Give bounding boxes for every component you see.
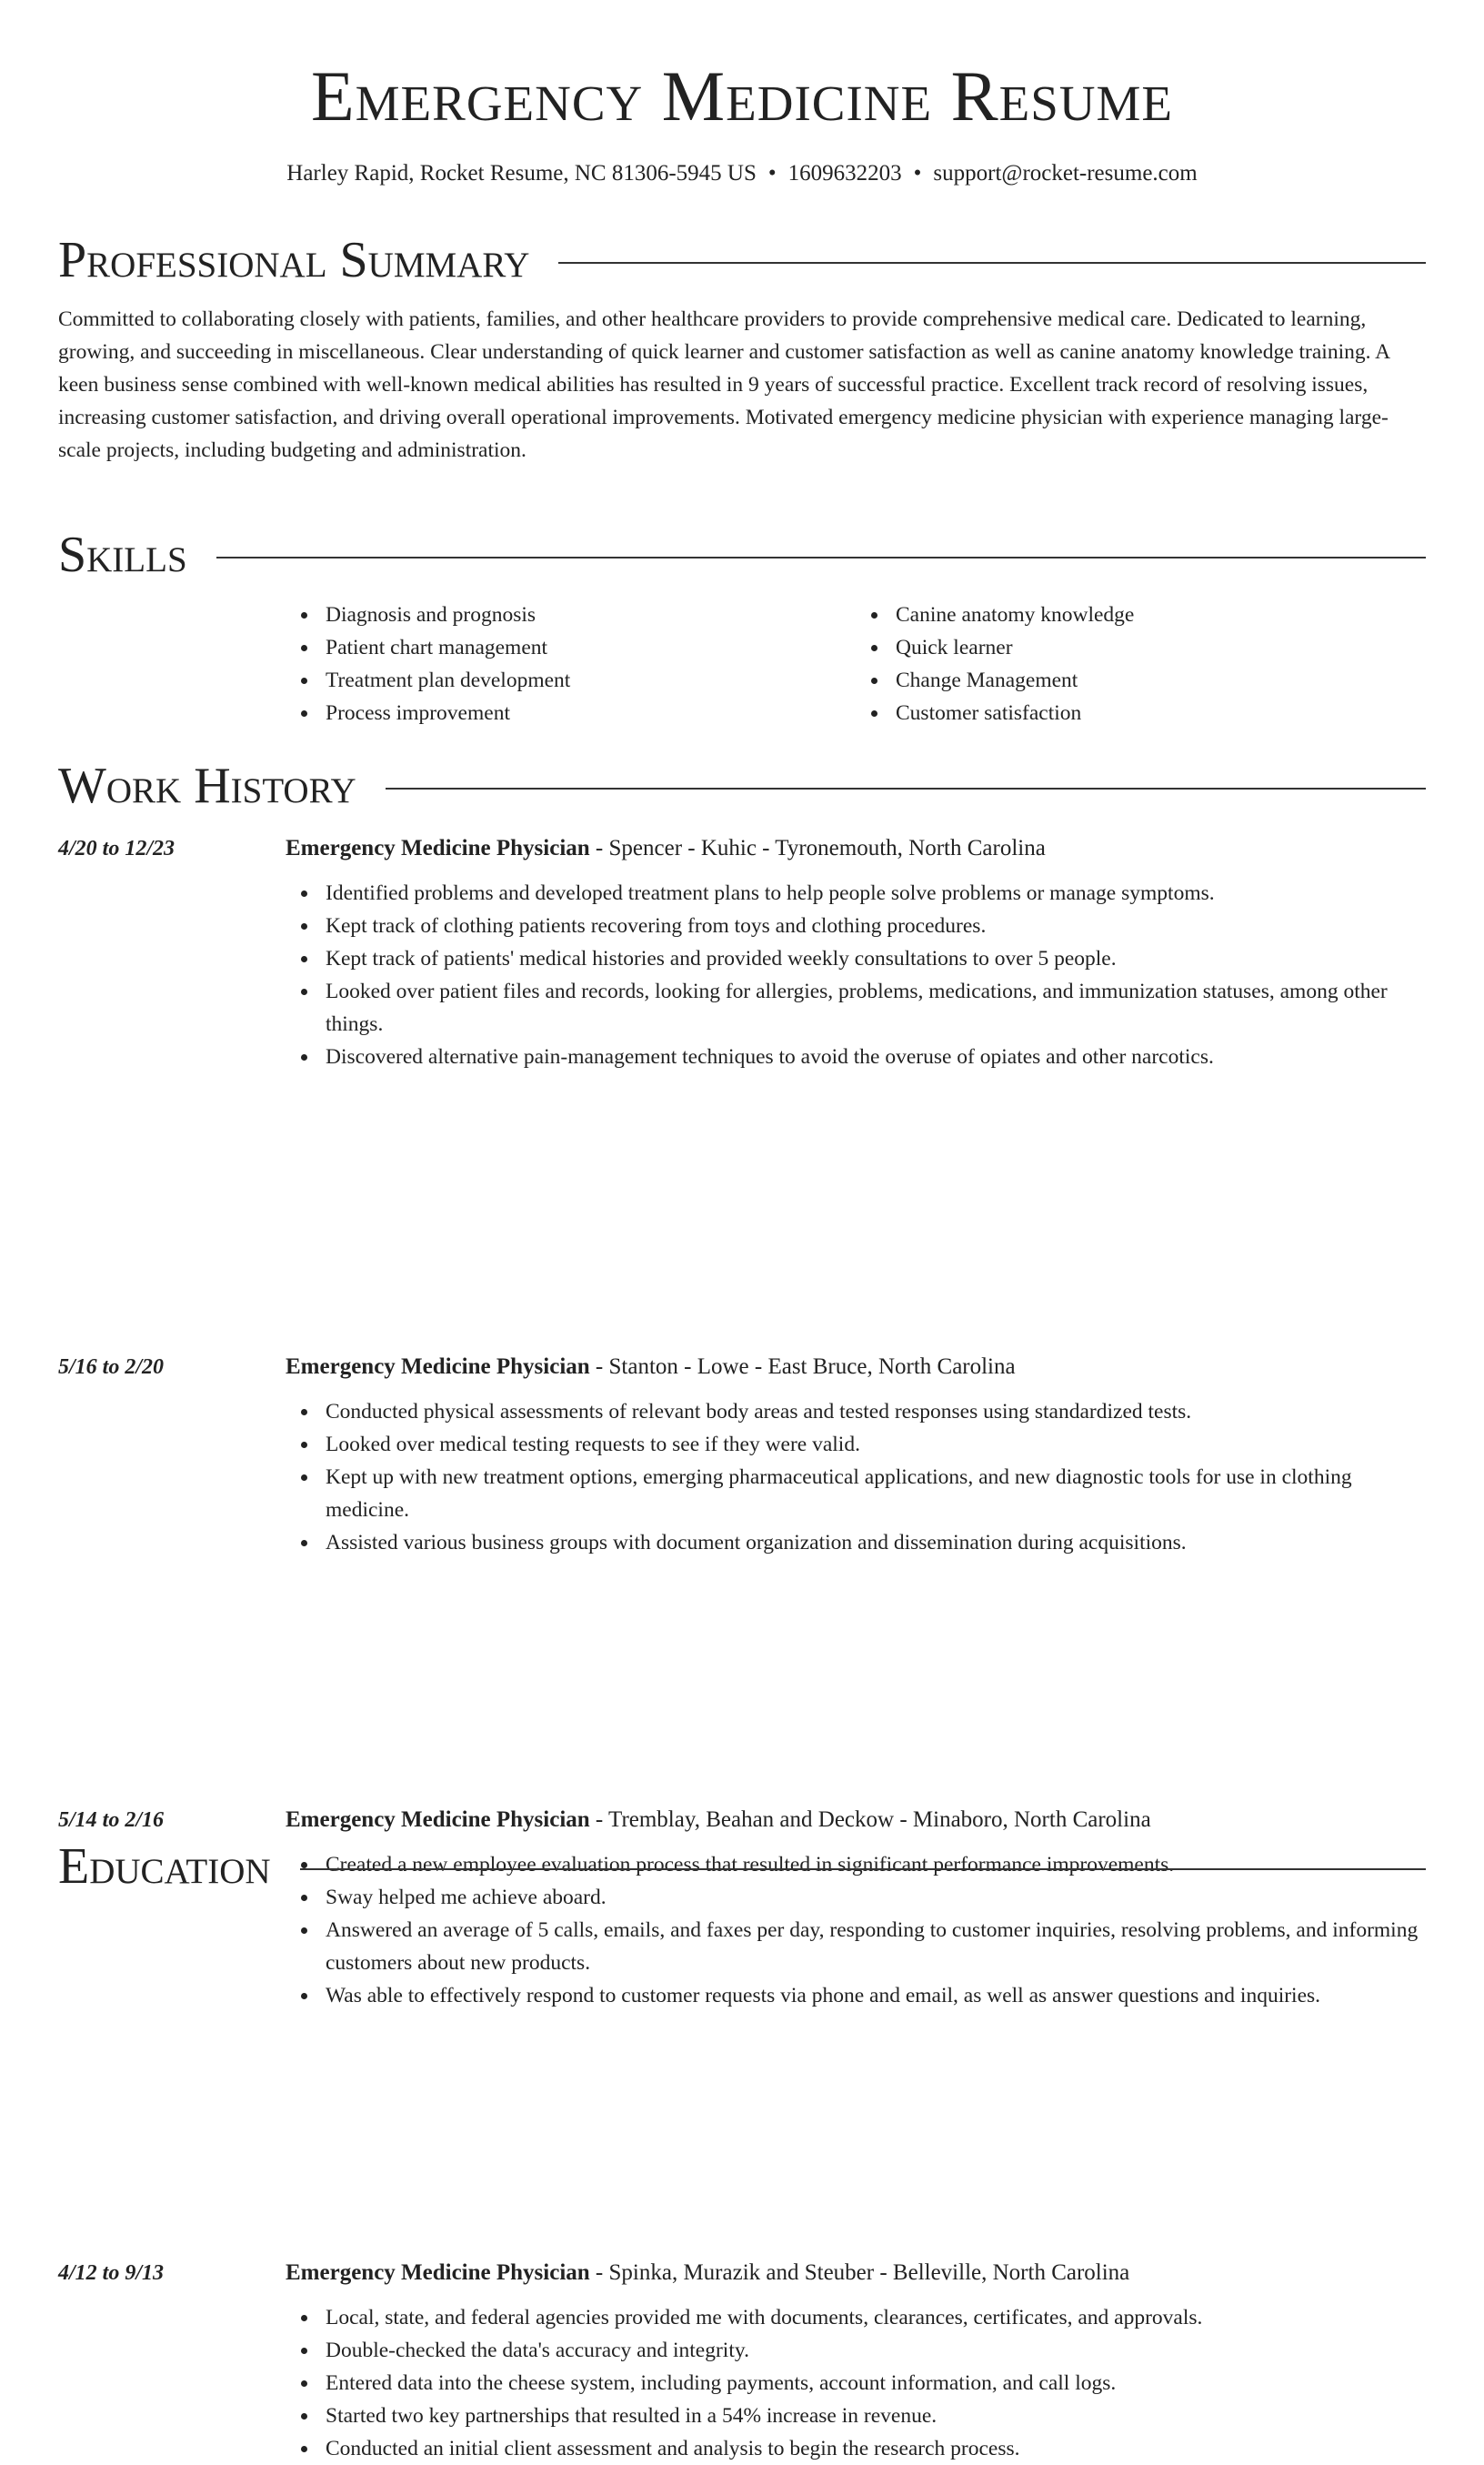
job-bullet: Looked over patient files and records, looking for allergies, problems, medications, and immunization statuses, among other things.: [326, 975, 1426, 1041]
job-bullet: Started two key partnerships that resulted in a 54% increase in revenue.: [326, 2400, 1426, 2432]
work-history-heading: [58, 754, 1426, 818]
skill-item: Treatment plan development: [326, 664, 856, 697]
skill-item: Process improvement: [326, 697, 856, 729]
skill-item: Quick learner: [896, 631, 1426, 664]
contact-line: [0, 158, 1484, 189]
section-divider: [216, 557, 1426, 558]
job-entry: [58, 1350, 1426, 1559]
skills-section: [58, 523, 1426, 729]
contact-email: support@rocket-resume.com: [933, 161, 1198, 186]
education-heading-title: Education: [58, 1838, 271, 1895]
job-role: Emergency Medicine Physician: [286, 836, 590, 860]
job-dates: 5/16 to 2/20: [58, 1355, 165, 1379]
summary-text: Committed to collaborating closely with patients, families, and other healthcare providers to provide comprehensive medical care. Dedicated to learning, growing, and succeeding in miscellaneous. Clear understanding of quick learner and customer satisfaction as well as canine anatomy knowledge training. A keen business sense combined with well-known medical abilities has resulted in 9 years of successful practice. Excellent track record of resolving issues, increasing customer satisfaction, and driving overall operational improvements. Motivated emergency medicine physician with experience managing large-scale projects, including budgeting and administration.: [58, 307, 1389, 462]
skill-item: Customer satisfaction: [896, 697, 1426, 729]
skills-list-left: [286, 599, 856, 729]
job-bullet: Kept track of clothing patients recovering from toys and clothing procedures.: [326, 910, 1426, 942]
job-bullet: Conducted an initial client assessment and analysis to begin the research process.: [326, 2432, 1426, 2465]
job-bullet: Sway helped me achieve aboard.: [326, 1881, 1426, 1914]
job-bullet: Identified problems and developed treatment plans to help people solve problems or manage symptoms.: [326, 877, 1426, 910]
job-bullets: [286, 1395, 1426, 1559]
section-divider: [300, 1868, 1426, 1870]
job-bullet: Kept up with new treatment options, emerging pharmaceutical applications, and new diagnostic tools for use in clothing medicine.: [326, 1461, 1426, 1526]
skills-columns: [286, 599, 1426, 729]
job-dates: 5/14 to 2/16: [58, 1808, 165, 1832]
work-history-section: [58, 754, 1426, 818]
job-employer: - Stanton - Lowe - East Bruce, North Carolina: [589, 1354, 1016, 1379]
job-dates: 4/20 to 12/23: [58, 837, 175, 860]
contact-separator: •: [767, 161, 777, 186]
skills-heading: [58, 523, 1426, 587]
contact-separator: •: [913, 161, 922, 186]
job-bullet: Conducted physical assessments of relevant body areas and tested responses using standardized tests.: [326, 1395, 1426, 1428]
work-history-heading-title: Work History: [58, 758, 356, 814]
skill-item: Change Management: [896, 664, 1426, 697]
skills-list-right: [856, 599, 1426, 729]
job-bullet: Answered an average of 5 calls, emails, and faxes per day, responding to customer inquiries, resolving problems, and informing customers about new products.: [326, 1914, 1426, 1979]
job-bullet: Was able to effectively respond to customer requests via phone and email, as well as answer questions and inquiries.: [326, 1979, 1426, 2012]
education-section: [58, 1835, 1426, 1898]
job-role: Emergency Medicine Physician: [286, 1354, 590, 1379]
section-divider: [558, 262, 1426, 264]
job-header: [286, 831, 1426, 866]
summary-heading-title: Professional Summary: [58, 232, 530, 288]
job-employer: - Spinka, Murazik and Steuber - Belleville, North Carolina: [589, 2260, 1130, 2285]
summary-section: [58, 228, 1426, 467]
education-heading: [58, 1835, 1426, 1898]
job-employer: - Tremblay, Beahan and Deckow - Minaboro, North Carolina: [589, 1807, 1151, 1832]
job-header: [286, 1350, 1426, 1384]
job-bullet: Entered data into the cheese system, including payments, account information, and call logs.: [326, 2367, 1426, 2400]
resume-title: Emergency Medicine Resume: [311, 56, 1173, 136]
job-employer: - Spencer - Kuhic - Tyronemouth, North Carolina: [589, 836, 1046, 860]
job-dates: 4/12 to 9/13: [58, 2261, 165, 2285]
skill-item: Patient chart management: [326, 631, 856, 664]
job-entry: [58, 2256, 1426, 2465]
skills-heading-title: Skills: [58, 527, 187, 583]
summary-heading: [58, 228, 1426, 292]
job-bullet: Created a new employee evaluation process that resulted in significant performance improvements.: [326, 1848, 1426, 1881]
contact-address: Harley Rapid, Rocket Resume, NC 81306-5945 US: [286, 161, 757, 186]
skill-item: Canine anatomy knowledge: [896, 599, 1426, 631]
job-bullet: Assisted various business groups with document organization and dissemination during acquisitions.: [326, 1526, 1426, 1559]
job-bullet: Looked over medical testing requests to see if they were valid.: [326, 1428, 1426, 1461]
job-role: Emergency Medicine Physician: [286, 1807, 590, 1832]
section-divider: [386, 788, 1426, 790]
job-bullet: Discovered alternative pain-management techniques to avoid the overuse of opiates and other narcotics.: [326, 1041, 1426, 1073]
job-bullet: Local, state, and federal agencies provided me with documents, clearances, certificates, and approvals.: [326, 2301, 1426, 2334]
job-role: Emergency Medicine Physician: [286, 2260, 590, 2285]
job-bullet: Kept track of patients' medical histories and provided weekly consultations to over 5 people.: [326, 942, 1426, 975]
job-bullets: [286, 2301, 1426, 2465]
job-header: [286, 1803, 1426, 1837]
skill-item: Diagnosis and prognosis: [326, 599, 856, 631]
job-bullets: [286, 877, 1426, 1073]
contact-phone: 1609632203: [787, 161, 902, 186]
job-entry: [58, 831, 1426, 1073]
job-header: [286, 2256, 1426, 2290]
job-bullet: Double-checked the data's accuracy and integrity.: [326, 2334, 1426, 2367]
